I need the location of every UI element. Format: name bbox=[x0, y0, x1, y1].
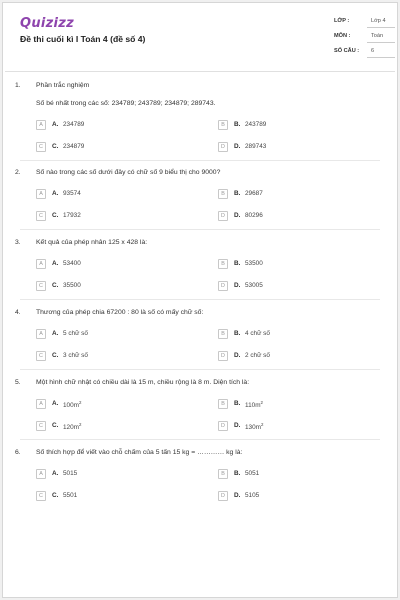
question-text: Thương của phép chia 67200 : 80 là số có mấy chữ số: bbox=[36, 309, 204, 316]
question-number: 4. bbox=[15, 309, 21, 316]
worksheet-title: Đề thi cuối kì I Toán 4 (đề số 4) bbox=[20, 34, 146, 44]
question-subtext: Số bé nhất trong các số: 234789; 243789; 234879; 289743. bbox=[36, 100, 216, 107]
question-text: Một hình chữ nhật có chiều dài là 15 m, chiều rộng là 8 m. Diện tích là: bbox=[36, 379, 250, 386]
question-divider bbox=[20, 369, 380, 370]
meta-label: MÔN : bbox=[334, 33, 351, 39]
question-text: Phần trắc nghiệm bbox=[36, 82, 90, 89]
meta-underline bbox=[367, 57, 395, 58]
question-divider bbox=[20, 229, 380, 230]
question-text: Số thích hợp để viết vào chỗ chấm của 5 tấn 15 kg = ………… kg là: bbox=[36, 449, 243, 456]
meta-label: LỚP : bbox=[334, 18, 350, 24]
question-number: 2. bbox=[15, 169, 21, 176]
question-number: 5. bbox=[15, 379, 21, 386]
question-number: 1. bbox=[15, 82, 21, 89]
worksheet-page: Quizizz Đề thi cuối kì I Toán 4 (đề số 4) LỚP : Lớp 4 MÔN : Toán SỐ CÂU : 6 1. Phần trắc nghiệm Số bé nhất trong các số: 234789; 243789; 234879; 289743. A A. 234789 B B. 243789 C C. 234879 D D. 289743 2. Số nào trong các số dưới đây có chữ số 9 biểu thị cho 9000? A A. 93574 B B. 29687 C C. 17932 D D. 80296 3. Kết quả của phép nhân 125 x 428 là: A A. 53400 B B. 53500 C C. 35500 D D. 53005 4. Thương của phép chia 67200 : 80 là số có mấy chữ số: A A. 5 chữ số B B. 4 chữ số C C. 3 chữ số D D. 2 chữ số 5. Một hình chữ nhật có chiều dài là 15 m, chiều rộng là 8 m. Diện tích là: A A. $100m^2$ B B. $110m^2$ C C. $120m^2$ D D. $130m^2$ 6. Số thích hợp để viết vào chỗ chấm của 5 tấn 15 kg = ………… kg là: A A. 5015 B B. 5051 C C. 5501 D D. 5105 bbox=[2, 2, 398, 598]
meta-label: SỐ CÂU : bbox=[334, 48, 360, 54]
meta-underline bbox=[367, 27, 395, 28]
question-number: 6. bbox=[15, 449, 21, 456]
meta-value: Toán bbox=[371, 33, 384, 39]
question-text: Số nào trong các số dưới đây có chữ số 9 biểu thị cho 9000? bbox=[36, 169, 221, 176]
header-divider bbox=[5, 71, 395, 72]
quizizz-logo: Quizizz bbox=[20, 16, 75, 31]
meta-value: Lớp 4 bbox=[371, 18, 386, 24]
meta-value: 6 bbox=[371, 48, 375, 54]
meta-underline bbox=[367, 42, 395, 43]
question-divider bbox=[20, 439, 380, 440]
question-text: Kết quả của phép nhân 125 x 428 là: bbox=[36, 239, 148, 246]
question-divider bbox=[20, 160, 380, 161]
question-number: 3. bbox=[15, 239, 21, 246]
question-divider bbox=[20, 299, 380, 300]
